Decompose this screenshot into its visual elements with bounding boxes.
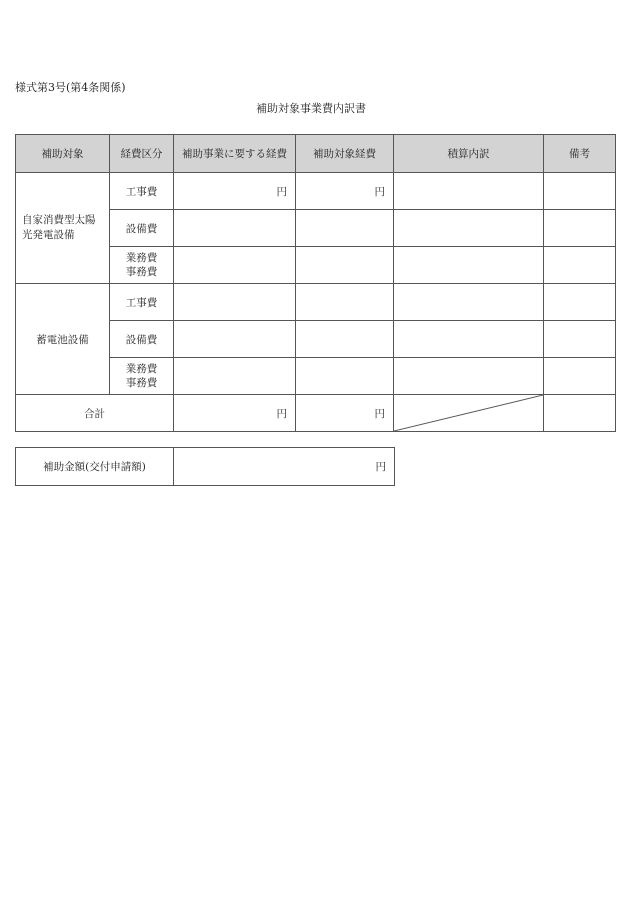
total-label: 合計 — [16, 395, 174, 432]
diagonal-line — [394, 395, 543, 431]
table-row — [16, 284, 616, 321]
eligible-cost-cell[interactable] — [296, 247, 394, 284]
eligible-cost-cell[interactable] — [296, 358, 394, 395]
project-cost-cell[interactable] — [174, 321, 296, 358]
project-cost-cell[interactable] — [174, 247, 296, 284]
project-cost-cell[interactable] — [174, 358, 296, 395]
expense-category: 設備費 — [110, 210, 174, 247]
expense-category: 設備費 — [110, 321, 174, 358]
calculation-detail-cell[interactable] — [394, 284, 544, 321]
project-cost-cell[interactable] — [174, 210, 296, 247]
calculation-detail-cell[interactable] — [394, 173, 544, 210]
expense-category: 工事費 — [110, 284, 174, 321]
eligible-cost-cell[interactable] — [296, 284, 394, 321]
expense-category: 工事費 — [110, 173, 174, 210]
header-eligible-cost: 補助対象経費 — [296, 135, 394, 173]
remarks-cell[interactable] — [544, 395, 616, 432]
subsidy-label: 補助金額(交付申請額) — [16, 448, 174, 486]
project-cost-cell[interactable] — [174, 284, 296, 321]
table-header-row — [16, 135, 616, 173]
expense-category — [110, 358, 174, 395]
document-title: 補助対象事業費内訳書 — [256, 102, 366, 115]
eligible-cost-cell[interactable] — [296, 210, 394, 247]
eligible-cost-cell[interactable]: 円 — [296, 173, 394, 210]
total-eligible-cost[interactable]: 円 — [296, 395, 394, 432]
header-subsidy-target: 補助対象 — [16, 135, 110, 173]
calculation-detail-cell[interactable] — [394, 321, 544, 358]
remarks-cell[interactable] — [544, 173, 616, 210]
subsidy-value-cell[interactable]: 円 — [174, 448, 395, 486]
eligible-cost-cell[interactable] — [296, 321, 394, 358]
remarks-cell[interactable] — [544, 358, 616, 395]
header-remarks: 備考 — [544, 135, 616, 173]
remarks-cell[interactable] — [544, 247, 616, 284]
project-cost-cell[interactable]: 円 — [174, 173, 296, 210]
category-line: 事務費 — [125, 266, 158, 278]
form-number: 様式第3号(第4条関係) — [15, 81, 126, 94]
total-project-cost[interactable]: 円 — [174, 395, 296, 432]
subsidy-amount-table — [15, 447, 395, 486]
group-name-solar: 自家消費型太陽光発電設備 — [16, 173, 110, 284]
calculation-detail-cell[interactable] — [394, 247, 544, 284]
calculation-detail-cell[interactable] — [394, 210, 544, 247]
remarks-cell[interactable] — [544, 210, 616, 247]
category-line: 業務費 — [125, 363, 158, 375]
total-row — [16, 395, 616, 432]
remarks-cell[interactable] — [544, 321, 616, 358]
cost-breakdown-table — [15, 134, 616, 432]
header-calculation-detail: 積算内訳 — [394, 135, 544, 173]
expense-category — [110, 247, 174, 284]
calculation-detail-cell[interactable] — [394, 358, 544, 395]
category-line: 事務費 — [125, 377, 158, 389]
diagonal-slash-cell — [394, 395, 544, 432]
table-row — [16, 173, 616, 210]
subsidy-row — [16, 448, 395, 486]
remarks-cell[interactable] — [544, 284, 616, 321]
header-project-cost: 補助事業に要する経費 — [174, 135, 296, 173]
header-expense-category: 経費区分 — [110, 135, 174, 173]
group-name-battery: 蓄電池設備 — [16, 284, 110, 395]
category-line: 業務費 — [125, 252, 158, 264]
